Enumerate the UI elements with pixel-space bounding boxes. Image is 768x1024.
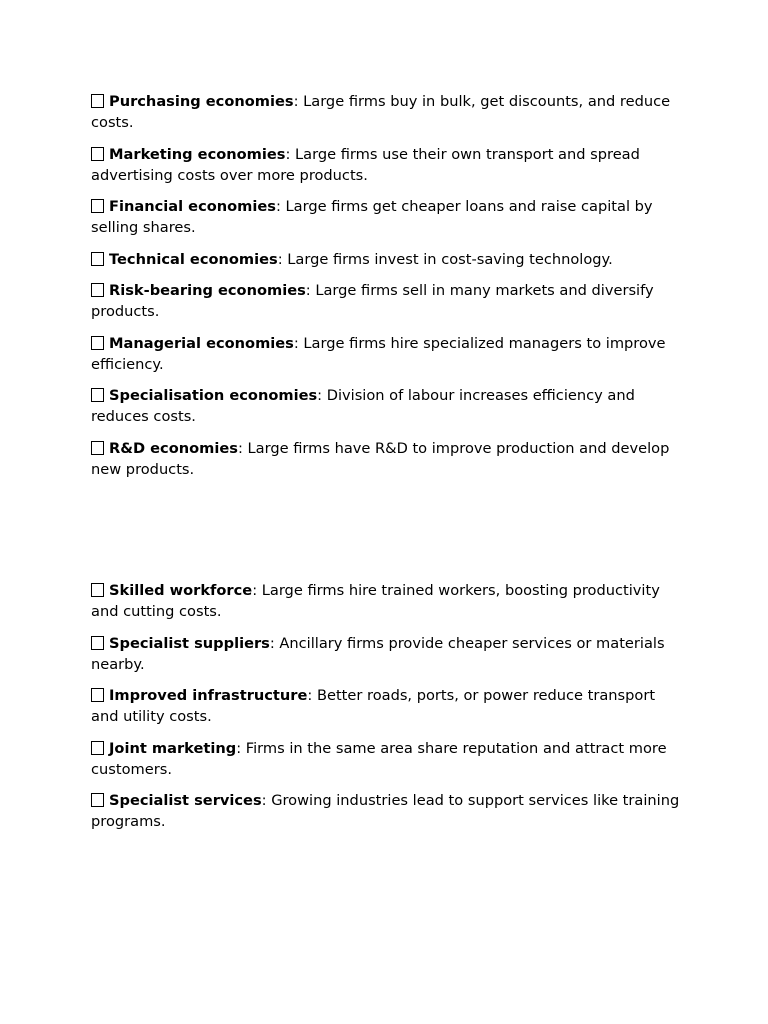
item-term: Risk-bearing economies <box>109 282 306 299</box>
list-item <box>91 738 687 780</box>
item-description: : Large firms buy in bulk, get discounts, and reduce costs. <box>91 93 671 131</box>
item-description: : Large firms get cheaper loans and raise capital by selling shares. <box>91 198 653 236</box>
list-item <box>91 249 687 270</box>
item-term: Improved infrastructure <box>109 687 308 704</box>
missing-glyph-bullet-icon <box>91 147 104 161</box>
item-description: : Ancillary firms provide cheaper services or materials nearby. <box>91 634 665 673</box>
item-description: : Firms in the same area share reputation and attract more customers. <box>91 739 667 778</box>
list-item <box>91 385 687 427</box>
missing-glyph-bullet-icon <box>91 252 104 266</box>
missing-glyph-bullet-icon <box>91 283 104 297</box>
missing-glyph-bullet-icon <box>91 793 104 807</box>
item-term: Purchasing economies <box>109 93 294 110</box>
list-item <box>91 280 687 322</box>
list-item <box>91 438 687 480</box>
missing-glyph-bullet-icon <box>91 94 104 108</box>
missing-glyph-bullet-icon <box>91 741 104 755</box>
item-description: : Division of labour increases efficiency and reduces costs. <box>91 387 635 425</box>
missing-glyph-bullet-icon <box>91 388 104 402</box>
item-description: : Large firms invest in cost-saving technology. <box>277 250 613 268</box>
list-item <box>91 196 687 238</box>
item-term: Technical economies <box>109 250 278 268</box>
item-description: : Better roads, ports, or power reduce transport and utility costs. <box>91 687 656 725</box>
item-term: Specialist services <box>109 792 262 809</box>
item-term: Marketing economies <box>109 145 286 163</box>
list-item <box>91 633 687 675</box>
internal-economies-list <box>91 91 687 490</box>
missing-glyph-bullet-icon <box>91 636 104 650</box>
item-description: : Large firms use their own transport and spread advertising costs over more products. <box>91 145 640 184</box>
list-item <box>91 333 687 375</box>
item-term: Joint marketing <box>109 739 237 757</box>
item-term: Managerial economies <box>109 334 294 352</box>
list-item <box>91 790 687 832</box>
missing-glyph-bullet-icon <box>91 583 104 597</box>
item-term: Specialist suppliers <box>109 634 270 652</box>
item-term: Skilled workforce <box>109 582 253 599</box>
list-item <box>91 144 687 186</box>
item-term: R&D economies <box>109 439 238 457</box>
missing-glyph-bullet-icon <box>91 441 104 455</box>
item-description: : Growing industries lead to support services like training programs. <box>91 792 680 830</box>
missing-glyph-bullet-icon <box>91 688 104 702</box>
list-item <box>91 685 687 727</box>
list-item <box>91 91 687 133</box>
list-item <box>91 580 687 622</box>
missing-glyph-bullet-icon <box>91 336 104 350</box>
item-description: : Large firms hire specialized managers to improve efficiency. <box>91 334 666 373</box>
item-term: Specialisation economies <box>109 387 318 404</box>
item-description: : Large firms sell in many markets and diversify products. <box>91 282 654 320</box>
missing-glyph-bullet-icon <box>91 199 104 213</box>
item-term: Financial economies <box>109 198 276 215</box>
item-description: : Large firms hire trained workers, boosting productivity and cutting costs. <box>91 582 660 620</box>
item-description: : Large firms have R&D to improve production and develop new products. <box>91 439 670 478</box>
external-economies-list <box>91 580 687 843</box>
